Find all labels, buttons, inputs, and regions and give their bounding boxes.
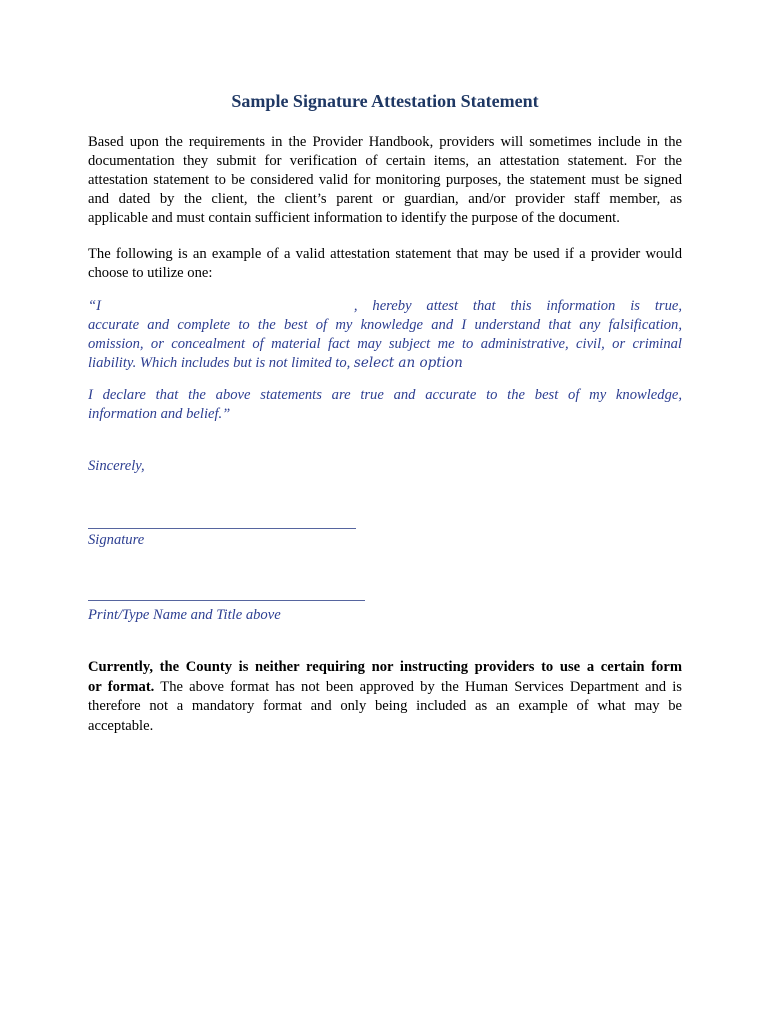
quote-line1-rest: hereby attest that this information is true, [372, 298, 682, 314]
example-intro-paragraph [88, 245, 682, 283]
comma: , [353, 298, 358, 314]
attestation-quote [88, 297, 682, 373]
paragraph-line: Based upon the requirements in the Provider Handbook, providers will sometimes include in the [88, 134, 682, 150]
signature-label-block [88, 531, 682, 550]
quote-line-with-blank [88, 297, 682, 316]
county-note-paragraph [88, 658, 682, 736]
paragraph-line: documentation they submit for verification of certain items, an attestation statement. For the [88, 153, 682, 169]
paragraph-line [88, 678, 682, 698]
intro-paragraph [88, 133, 682, 228]
paragraph-line: attestation statement to be considered valid for monitoring purposes, the statement must be signed [88, 172, 682, 188]
print-name-label-block [88, 606, 682, 625]
quote-last-line [88, 354, 682, 373]
paragraph-line: The following is an example of a valid attestation statement that may be used if a provider would [88, 246, 682, 262]
paragraph-line: accurate and complete to the best of my knowledge and I understand that any falsification, [88, 317, 682, 333]
blank-comma-unit [116, 298, 358, 314]
closing-block [88, 457, 682, 476]
print-name-line[interactable] [88, 600, 365, 601]
document-title: Sample Signature Attestation Statement [231, 91, 539, 111]
paragraph-line: therefore not a mandatory format and only being included as an example of what may be [88, 698, 682, 714]
print-name-label: Print/Type Name and Title above [88, 607, 281, 623]
quote-last-line-prefix: liability. Which includes but is not limited to, [88, 355, 351, 371]
quote-open: “I [88, 298, 101, 314]
regular-run: The above format has not been approved by the Human Services Department and is [160, 678, 682, 695]
paragraph-line: and dated by the client, the client’s parent or guardian, and/or provider staff member, as [88, 191, 682, 207]
paragraph-line: omission, or concealment of material fact may subject me to administrative, civil, or criminal [88, 336, 682, 352]
paragraph-line: choose to utilize one: [88, 265, 213, 281]
name-blank-field[interactable] [116, 309, 354, 310]
signature-line[interactable] [88, 528, 356, 529]
bold-run: or format. [88, 678, 155, 695]
paragraph-line: I declare that the above statements are true and accurate to the best of my knowledge, [88, 387, 682, 403]
paragraph-line: acceptable. [88, 717, 154, 734]
declaration-paragraph [88, 386, 682, 424]
paragraph-line: applicable and must contain sufficient information to identify the purpose of the document. [88, 210, 620, 226]
signature-label: Signature [88, 532, 145, 548]
sincerely-text: Sincerely, [88, 458, 145, 474]
paragraph-line: information and belief.” [88, 406, 231, 422]
paragraph-line: Currently, the County is neither requiring nor instructing providers to use a certain form [88, 659, 682, 675]
select-option-dropdown[interactable]: select an option [353, 355, 463, 371]
